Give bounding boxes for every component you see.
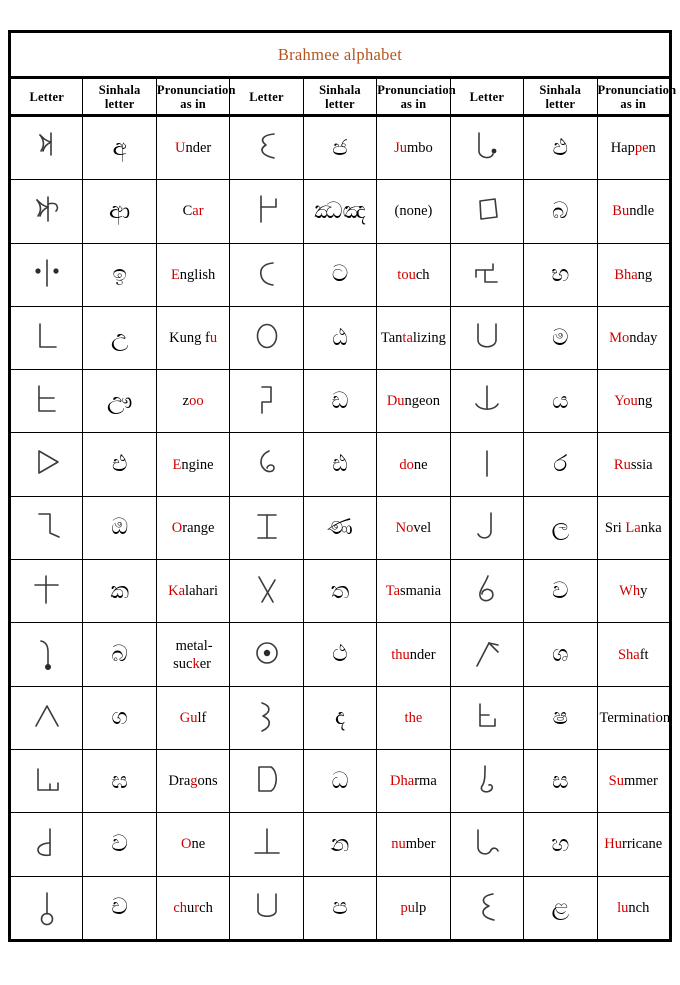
cell-pronunciation: Tantalizing	[377, 306, 450, 369]
table-row	[10, 876, 671, 940]
brahmi-ra-icon	[467, 568, 507, 614]
header-pron-line2: as in	[180, 96, 206, 111]
brahmi-pha-icon	[467, 252, 507, 298]
brahmi-tta-icon	[247, 378, 287, 424]
brahmi-ma-icon	[467, 442, 507, 488]
brahmi-gha-icon	[27, 758, 67, 804]
sinhala-glyph: ඝ	[111, 767, 128, 794]
sinhala-glyph: ආ	[109, 197, 131, 224]
cell-pronunciation: Gulf	[156, 686, 229, 749]
brahmi-cha-icon	[247, 125, 287, 171]
cell-pronunciation: (none)	[377, 180, 450, 243]
sinhala-glyph: බ	[111, 641, 128, 668]
alphabet-table	[8, 30, 677, 942]
cell-sinhala-letter	[83, 876, 156, 940]
header-pron-line2: as in	[620, 96, 647, 111]
table-row	[10, 560, 671, 623]
brahmi-ya-icon	[467, 505, 507, 551]
sinhala-glyph: ඣඤ	[314, 197, 366, 224]
sinhala-glyph: අ	[112, 134, 127, 161]
header-letter-label: Letter	[249, 89, 284, 104]
sinhala-glyph: ග	[111, 704, 128, 731]
cell-sinhala-letter	[83, 433, 156, 496]
header-sinhala-3	[524, 78, 597, 116]
brahmi-dda-icon	[247, 505, 287, 551]
cell-sinhala-letter	[524, 813, 597, 876]
sinhala-glyph: ප	[332, 894, 348, 921]
cell-sinhala-letter	[83, 749, 156, 812]
header-sinhala-line2: letter	[104, 96, 135, 111]
cell-brahmi-letter	[230, 560, 303, 623]
header-sinhala-line2: letter	[545, 96, 576, 111]
brahmi-ka-icon	[27, 568, 67, 614]
brahmi-da-icon	[247, 821, 287, 867]
cell-sinhala-letter	[524, 749, 597, 812]
cell-sinhala-letter	[303, 433, 376, 496]
cell-pronunciation: done	[377, 433, 450, 496]
header-sinhala-1	[83, 78, 156, 116]
cell-sinhala-letter	[83, 180, 156, 243]
brahmi-ba-icon	[467, 315, 507, 361]
cell-sinhala-letter	[524, 306, 597, 369]
cell-brahmi-letter	[450, 876, 523, 940]
sinhala-glyph: හ	[551, 830, 570, 857]
brahmi-nga-icon	[27, 821, 67, 867]
cell-pronunciation: Engine	[156, 433, 229, 496]
brahmi-ttha-icon	[247, 442, 287, 488]
table-row	[10, 496, 671, 559]
sinhala-glyph: ද	[334, 704, 346, 731]
cell-sinhala-letter	[524, 243, 597, 306]
cell-sinhala-letter	[303, 560, 376, 623]
cell-sinhala-letter	[303, 306, 376, 369]
header-sinhala-2	[303, 78, 376, 116]
table-row	[10, 370, 671, 433]
cell-pronunciation: Hurricane	[597, 813, 671, 876]
cell-pronunciation: Dragons	[156, 749, 229, 812]
header-pron-line1: Pronunciation	[156, 82, 236, 97]
sinhala-glyph: ශ	[552, 641, 569, 668]
cell-brahmi-letter	[10, 243, 83, 306]
brahmi-aa-icon	[27, 188, 67, 234]
cell-sinhala-letter	[303, 623, 376, 686]
sinhala-glyph: ට	[331, 261, 349, 288]
cell-pronunciation: Bhang	[597, 243, 671, 306]
header-letter-2	[230, 78, 303, 116]
cell-brahmi-letter	[450, 180, 523, 243]
cell-pronunciation: English	[156, 243, 229, 306]
sinhala-glyph: බ	[552, 197, 569, 224]
brahmi-ssa-icon	[467, 821, 507, 867]
sinhala-glyph: ළ	[551, 894, 570, 921]
cell-sinhala-letter	[303, 243, 376, 306]
cell-pronunciation: Dungeon	[377, 370, 450, 433]
cell-brahmi-letter	[230, 433, 303, 496]
cell-brahmi-letter	[10, 560, 83, 623]
brahmi-nna-icon	[247, 632, 287, 678]
sinhala-glyph: ඉ	[112, 261, 127, 288]
cell-sinhala-letter	[83, 813, 156, 876]
cell-pronunciation: Summer	[597, 749, 671, 812]
cell-sinhala-letter	[303, 686, 376, 749]
brahmi-va-icon	[467, 695, 507, 741]
table-row	[10, 306, 671, 369]
brahmi-ta-icon	[247, 695, 287, 741]
sinhala-glyph: ජ	[332, 134, 348, 161]
brahmi-ja-icon	[247, 188, 287, 234]
brahmi-nya-icon	[247, 315, 287, 361]
cell-brahmi-letter	[450, 370, 523, 433]
cell-pronunciation: church	[156, 876, 229, 940]
cell-brahmi-letter	[230, 243, 303, 306]
table-row	[10, 623, 671, 686]
sinhala-glyph: එ	[111, 451, 128, 478]
cell-pronunciation: Novel	[377, 496, 450, 559]
brahmi-ddha-icon	[247, 568, 287, 614]
cell-pronunciation: Termination	[597, 686, 671, 749]
sinhala-glyph: ඌ	[106, 387, 133, 414]
brahmi-o-icon	[27, 505, 67, 551]
cell-brahmi-letter	[10, 496, 83, 559]
table-row	[10, 116, 671, 180]
cell-pronunciation: Sri Lanka	[597, 496, 671, 559]
cell-brahmi-letter	[10, 306, 83, 369]
header-letter-label: Letter	[469, 89, 505, 104]
cell-sinhala-letter	[524, 686, 597, 749]
header-pron-1	[156, 78, 236, 116]
cell-brahmi-letter	[450, 813, 523, 876]
cell-brahmi-letter	[230, 813, 303, 876]
cell-sinhala-letter	[83, 686, 156, 749]
sinhala-glyph: ව	[552, 577, 569, 604]
brahmi-i-icon	[27, 252, 67, 298]
cell-brahmi-letter	[230, 749, 303, 812]
cell-sinhala-letter	[524, 433, 597, 496]
cell-pronunciation: Bundle	[597, 180, 671, 243]
brahmi-bha-icon	[467, 378, 507, 424]
cell-brahmi-letter	[10, 876, 83, 940]
sinhala-glyph: ම	[552, 324, 569, 351]
table-row	[10, 180, 671, 243]
cell-pronunciation: the	[377, 686, 450, 749]
brahmi-pa-icon	[467, 188, 507, 234]
cell-sinhala-letter	[524, 370, 597, 433]
sinhala-glyph: ස	[552, 767, 569, 794]
cell-brahmi-letter	[450, 306, 523, 369]
cell-pronunciation: Under	[156, 116, 229, 180]
sinhala-glyph: න	[330, 830, 350, 857]
cell-pronunciation: Car	[156, 180, 229, 243]
header-sinhala-line2: letter	[325, 96, 355, 111]
cell-brahmi-letter	[450, 749, 523, 812]
sinhala-glyph: ල	[551, 514, 570, 541]
cell-pronunciation: thunder	[377, 623, 450, 686]
header-pron-2	[377, 78, 456, 116]
cell-pronunciation: Orange	[156, 496, 229, 559]
cell-brahmi-letter	[450, 116, 523, 180]
cell-brahmi-letter	[450, 496, 523, 559]
brahmi-sa-icon	[467, 885, 507, 931]
table-row	[10, 686, 671, 749]
sinhala-glyph: ෂ	[552, 704, 569, 731]
cell-brahmi-letter	[230, 306, 303, 369]
cell-brahmi-letter	[10, 180, 83, 243]
brahmi-dha-icon	[247, 885, 287, 931]
cell-brahmi-letter	[230, 116, 303, 180]
cell-sinhala-letter	[303, 116, 376, 180]
cell-brahmi-letter	[450, 686, 523, 749]
cell-pronunciation: Jumbo	[377, 116, 450, 180]
cell-sinhala-letter	[524, 116, 597, 180]
sinhala-glyph: ධ	[331, 767, 349, 794]
sinhala-glyph: ඨ	[332, 324, 348, 351]
page-title: Brahmee alphabet	[277, 44, 403, 64]
cell-brahmi-letter	[10, 370, 83, 433]
cell-brahmi-letter	[450, 560, 523, 623]
sinhala-glyph: ච	[111, 894, 128, 921]
cell-sinhala-letter	[524, 496, 597, 559]
cell-pronunciation: Shaft	[597, 623, 671, 686]
cell-brahmi-letter	[230, 180, 303, 243]
header-letter-label: Letter	[29, 89, 64, 104]
header-pron-line1: Pronunciation	[377, 82, 456, 97]
cell-pronunciation: Kung fu	[156, 306, 229, 369]
cell-brahmi-letter	[10, 623, 83, 686]
cell-brahmi-letter	[450, 243, 523, 306]
cell-pronunciation: Happen	[597, 116, 671, 180]
cell-sinhala-letter	[524, 623, 597, 686]
table-title-cell	[10, 32, 671, 78]
cell-brahmi-letter	[230, 496, 303, 559]
cell-brahmi-letter	[230, 876, 303, 940]
table-row	[10, 749, 671, 812]
cell-pronunciation: Why	[597, 560, 671, 623]
sinhala-glyph: භ	[551, 261, 570, 288]
cell-sinhala-letter	[83, 560, 156, 623]
cell-brahmi-letter	[230, 623, 303, 686]
brahmi-u-icon	[27, 315, 67, 361]
cell-sinhala-letter	[83, 243, 156, 306]
brahmi-jha-icon	[247, 252, 287, 298]
cell-brahmi-letter	[450, 433, 523, 496]
cell-pronunciation: touch	[377, 243, 450, 306]
cell-pronunciation: Dharma	[377, 749, 450, 812]
cell-sinhala-letter	[83, 496, 156, 559]
table-row	[10, 243, 671, 306]
brahmi-na-icon	[467, 125, 507, 171]
cell-brahmi-letter	[10, 116, 83, 180]
header-pron-line2: as in	[400, 96, 427, 111]
sinhala-glyph: ණ	[327, 514, 353, 541]
cell-pronunciation: Tasmania	[377, 560, 450, 623]
cell-pronunciation: Russia	[597, 433, 671, 496]
cell-pronunciation: pulp	[377, 876, 450, 940]
cell-sinhala-letter	[83, 623, 156, 686]
cell-brahmi-letter	[10, 433, 83, 496]
sinhala-glyph: ථ	[332, 641, 348, 668]
brahmi-sha-icon	[467, 758, 507, 804]
brahmi-uu-icon	[27, 378, 67, 424]
cell-sinhala-letter	[303, 370, 376, 433]
cell-sinhala-letter	[303, 749, 376, 812]
cell-brahmi-letter	[230, 370, 303, 433]
cell-pronunciation: Kalahari	[156, 560, 229, 623]
sinhala-glyph: ව	[111, 830, 128, 857]
header-sinhala-line1: Sinhala	[98, 82, 141, 97]
cell-brahmi-letter	[450, 623, 523, 686]
header-pron-line1: Pronunciation	[597, 82, 677, 97]
header-letter-1	[10, 78, 83, 116]
table-row	[10, 433, 671, 496]
cell-sinhala-letter	[524, 180, 597, 243]
sinhala-glyph: ක	[110, 577, 129, 604]
cell-pronunciation: metal- sucker	[156, 623, 229, 686]
cell-brahmi-letter	[10, 749, 83, 812]
cell-sinhala-letter	[303, 813, 376, 876]
sinhala-glyph: ඔ	[111, 514, 129, 541]
header-pron-3	[597, 78, 677, 116]
brahmi-ga-icon	[27, 695, 67, 741]
brahmi-a-icon	[27, 125, 67, 171]
cell-sinhala-letter	[83, 370, 156, 433]
cell-sinhala-letter	[83, 116, 156, 180]
cell-sinhala-letter	[83, 306, 156, 369]
cell-sinhala-letter	[303, 180, 376, 243]
column-header-row	[10, 78, 671, 116]
cell-sinhala-letter	[524, 560, 597, 623]
sinhala-glyph: ඵ	[552, 134, 569, 161]
sinhala-glyph: ඪ	[332, 451, 348, 478]
cell-pronunciation: Monday	[597, 306, 671, 369]
cell-pronunciation: zoo	[156, 370, 229, 433]
sinhala-glyph: ඩ	[331, 387, 349, 414]
title-row	[10, 32, 671, 78]
brahmi-kha-icon	[27, 632, 67, 678]
sinhala-glyph: ත	[330, 577, 350, 604]
header-sinhala-line1: Sinhala	[539, 82, 582, 97]
header-sinhala-line1: Sinhala	[319, 82, 361, 97]
sinhala-glyph: ය	[552, 387, 569, 414]
header-letter-3	[450, 78, 523, 116]
sinhala-glyph: උ	[110, 324, 129, 351]
sinhala-glyph: ර	[553, 451, 568, 478]
cell-brahmi-letter	[230, 686, 303, 749]
brahmi-ca-icon	[27, 885, 67, 931]
brahmi-la-icon	[467, 632, 507, 678]
brahmi-e-icon	[27, 442, 67, 488]
cell-sinhala-letter	[303, 876, 376, 940]
cell-pronunciation: number	[377, 813, 450, 876]
cell-pronunciation: Young	[597, 370, 671, 433]
cell-sinhala-letter	[524, 876, 597, 940]
cell-pronunciation: lunch	[597, 876, 671, 940]
cell-brahmi-letter	[10, 813, 83, 876]
brahmi-tha-icon	[247, 758, 287, 804]
table-row	[10, 813, 671, 876]
cell-brahmi-letter	[10, 686, 83, 749]
cell-pronunciation: One	[156, 813, 229, 876]
cell-sinhala-letter	[303, 496, 376, 559]
